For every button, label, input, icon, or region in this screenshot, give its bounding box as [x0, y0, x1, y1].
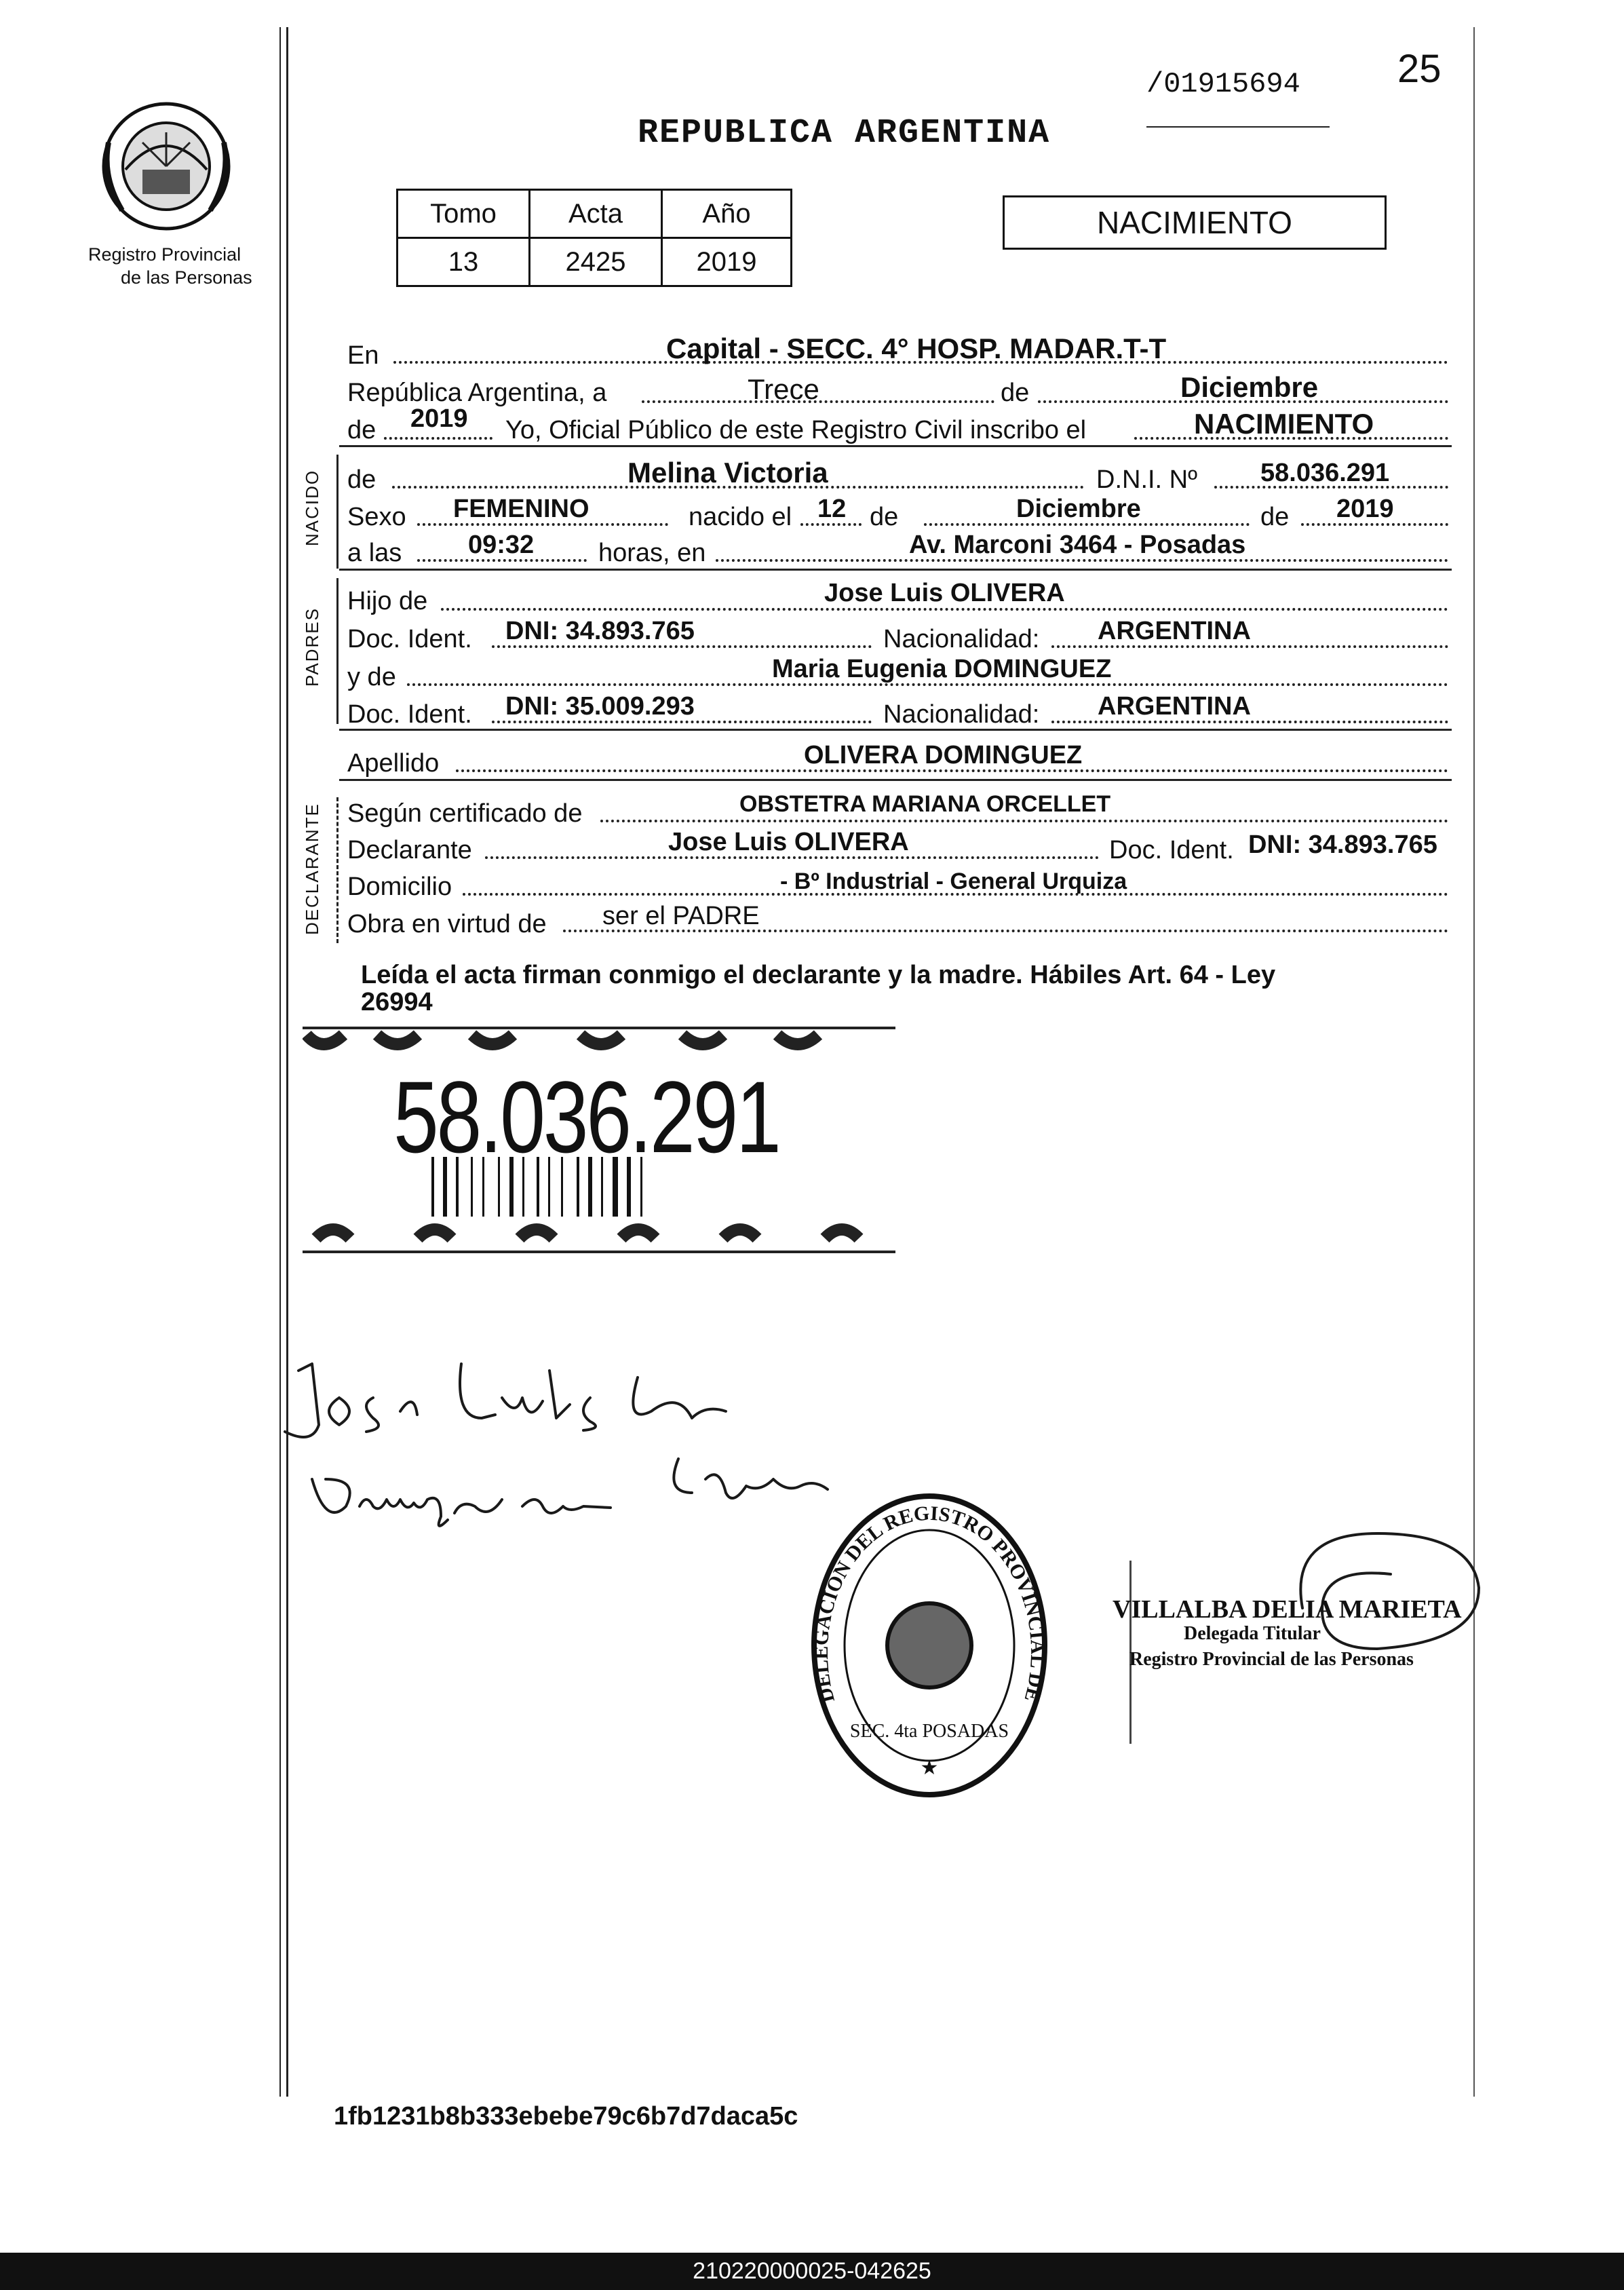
label-nac-padre: Nacionalidad:	[883, 625, 1040, 653]
label-nacido-de: de	[347, 465, 376, 494]
label-nac-madre: Nacionalidad:	[883, 700, 1040, 729]
label-de-anio: de	[1260, 503, 1290, 531]
section-label-nacido: NACIDO	[302, 469, 322, 546]
label-doc-madre: Doc. Ident.	[347, 700, 472, 729]
security-band-top	[303, 1027, 895, 1044]
serial-number: /01915694	[1146, 68, 1300, 100]
label-a-las: a las	[347, 539, 402, 567]
official-stamp	[804, 1486, 1055, 1805]
official-role: Delegada Titular	[1184, 1623, 1321, 1644]
table-header-tomo: Tomo	[398, 190, 530, 238]
label-sexo: Sexo	[347, 503, 406, 531]
label-apellido: Apellido	[347, 749, 440, 778]
label-republica: República Argentina, a	[347, 379, 607, 407]
serial-underline	[1146, 126, 1330, 128]
day-text: Trece	[748, 373, 819, 405]
nacido-brace	[336, 455, 339, 569]
address: - Bº Industrial - General Urquiza	[780, 869, 1127, 894]
record-type-box	[1003, 195, 1387, 250]
table-header-acta: Acta	[530, 190, 662, 238]
month-text: Diciembre	[1180, 371, 1319, 403]
table-value-anio: 2019	[662, 238, 792, 286]
label-nacido-el: nacido el	[689, 503, 792, 531]
signature-declarante	[271, 1350, 746, 1459]
label-de: de	[1001, 379, 1030, 407]
table-header-anio: Año	[662, 190, 792, 238]
page-number: 25	[1397, 47, 1442, 91]
section-label-declarante: DECLARANTE	[302, 803, 322, 935]
mother-doc: DNI: 35.009.293	[505, 692, 695, 721]
place-value: Capital - SECC. 4° HOSP. MADAR.T-T	[666, 332, 1167, 364]
document-hash: 1fb1231b8b333ebebe79c6b7d7daca5c	[334, 2102, 798, 2131]
dots-padre	[441, 608, 1448, 611]
padres-brace	[336, 578, 339, 724]
label-doc-padre: Doc. Ident.	[347, 625, 472, 653]
footer-band	[0, 2253, 1624, 2290]
label-domicilio: Domicilio	[347, 873, 452, 901]
province-seal	[95, 95, 237, 237]
divider-4	[339, 779, 1452, 781]
right-margin-line	[1473, 27, 1475, 2097]
label-doc-declarante: Doc. Ident.	[1109, 836, 1234, 864]
declarante-brace	[336, 797, 339, 943]
dots-cert	[600, 820, 1448, 822]
birth-time: 09:32	[468, 531, 535, 559]
label-yo: Yo, Oficial Público de este Registro Civil inscribo el	[505, 416, 1087, 444]
label-declarante: Declarante	[347, 836, 472, 864]
closing-line-2: 26994	[361, 988, 433, 1016]
declarant-name: Jose Luis OLIVERA	[668, 828, 909, 856]
table-value-acta: 2425	[530, 238, 662, 286]
label-hijo-de: Hijo de	[347, 587, 428, 615]
birth-day: 12	[817, 495, 847, 523]
label-de-year: de	[347, 416, 376, 444]
stamp-text: DELEGACION DEL REGISTRO PROVINCIAL DE	[809, 1502, 1049, 1705]
divider-1	[339, 445, 1452, 447]
surname: OLIVERA DOMINGUEZ	[804, 741, 1083, 769]
stamp-inner: SEC. 4ta POSADAS	[849, 1721, 1009, 1742]
security-band-bottom	[303, 1229, 895, 1253]
section-label-padres: PADRES	[302, 607, 322, 687]
label-dni: D.N.I. Nº	[1096, 465, 1197, 494]
page-title: REPUBLICA ARGENTINA	[638, 114, 1051, 153]
footer-code: 210220000025-042625	[693, 2258, 931, 2284]
child-sex: FEMENINO	[453, 495, 589, 523]
father-doc: DNI: 34.893.765	[505, 617, 695, 645]
father-name: Jose Luis OLIVERA	[824, 579, 1065, 607]
child-name: Melina Victoria	[627, 457, 828, 489]
child-dni: 58.036.291	[1260, 459, 1390, 487]
label-en: En	[347, 341, 379, 370]
divider-3	[339, 729, 1452, 731]
official-name: VILLALBA DELIA MARIETA	[1113, 1595, 1462, 1624]
father-nationality: ARGENTINA	[1098, 617, 1251, 645]
dots-year	[384, 437, 492, 440]
birth-year: 2019	[1336, 495, 1394, 523]
record-type: NACIMIENTO	[1097, 205, 1292, 240]
closing-line-1: Leída el acta firman conmigo el declarante y la madre. Hábiles Art. 64 - Ley	[361, 961, 1276, 989]
label-obra: Obra en virtud de	[347, 910, 547, 938]
birth-place: Av. Marconi 3464 - Posadas	[909, 531, 1246, 559]
left-margin-line-2	[279, 27, 281, 2097]
act-type: NACIMIENTO	[1194, 408, 1374, 440]
stamp-star-icon: ★	[920, 1757, 939, 1779]
certificate-by: OBSTETRA MARIANA ORCELLET	[739, 791, 1111, 817]
official-registry: Registro Provincial de las Personas	[1129, 1649, 1414, 1670]
record-table	[396, 189, 792, 287]
label-de-mes: de	[870, 503, 899, 531]
mother-name: Maria Eugenia DOMINGUEZ	[772, 655, 1112, 683]
divider-2	[339, 569, 1452, 571]
registry-line-2: de las Personas	[121, 267, 252, 288]
birth-month: Diciembre	[1016, 495, 1141, 523]
left-margin-line	[286, 27, 288, 2097]
label-horas-en: horas, en	[598, 539, 706, 567]
year-text: 2019	[410, 404, 468, 433]
declarant-doc: DNI: 34.893.765	[1248, 831, 1437, 859]
label-certificado: Según certificado de	[347, 799, 583, 828]
label-y-de: y de	[347, 663, 396, 691]
label-number: 58.036.291	[393, 1060, 779, 1174]
mother-nationality: ARGENTINA	[1098, 692, 1251, 721]
registry-line-1: Registro Provincial	[88, 244, 241, 265]
declarant-role: ser el PADRE	[602, 902, 760, 930]
table-value-tomo: 13	[398, 238, 530, 286]
